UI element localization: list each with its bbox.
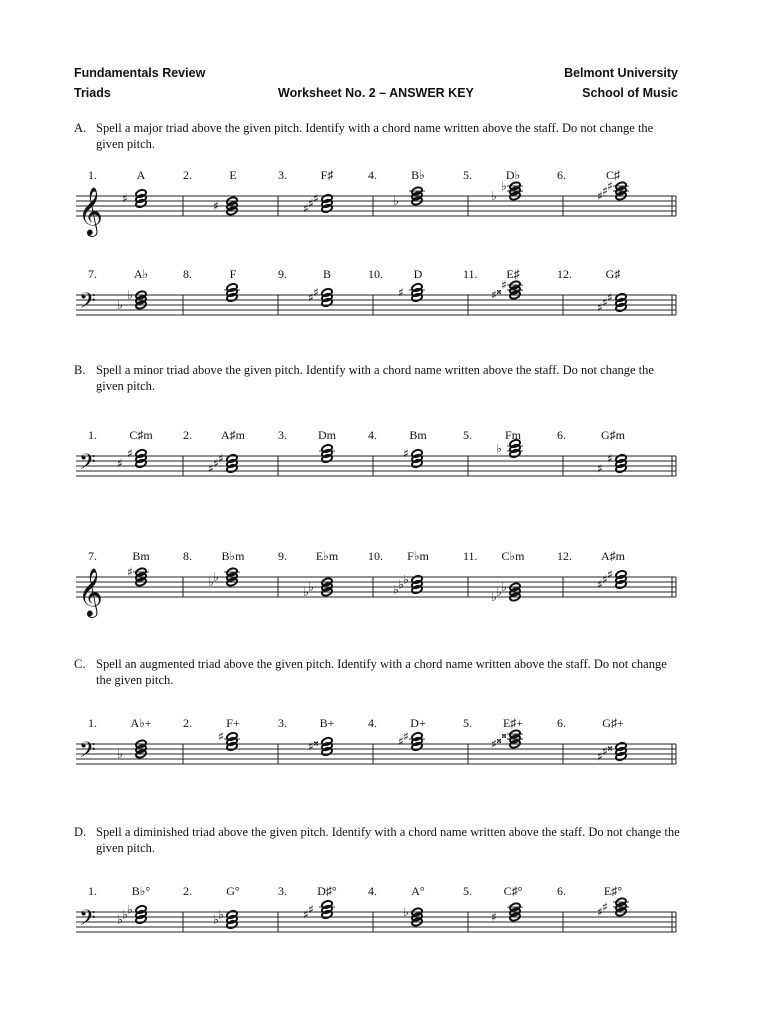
sharp-icon: ♯ (597, 905, 603, 919)
flat-icon: ♭ (403, 572, 409, 587)
triad-chord (491, 902, 523, 924)
chord-name: A♯m (221, 428, 245, 442)
sharp-icon: ♯ (213, 456, 219, 471)
triad-chord (117, 739, 147, 761)
sharp-icon: ♯ (308, 902, 314, 917)
triad-chord (303, 192, 333, 216)
flat-icon: ♭ (127, 902, 133, 917)
music-staff (0, 716, 768, 826)
chord-name: F+ (226, 716, 240, 730)
triad-chord (127, 565, 149, 587)
sharp-icon: ♯ (501, 278, 507, 292)
sharp-icon: ♯ (208, 461, 214, 476)
sharp-icon: ♯ (597, 189, 603, 203)
triad-chord (303, 900, 335, 922)
sharp-icon: ♯ (602, 184, 608, 198)
chord-name: A♭+ (130, 716, 152, 730)
school-name: School of Music (582, 86, 678, 100)
flat-icon: ♭ (496, 441, 502, 456)
section-a-instruction (74, 120, 684, 152)
double-sharp-icon: 𝄪 (313, 735, 319, 749)
sharp-icon: ♯ (607, 567, 613, 582)
sharp-icon: ♯ (122, 191, 128, 206)
exercise-number: 12. (557, 549, 572, 563)
triad-chord (597, 452, 627, 476)
triad-chord (319, 444, 335, 464)
chord-name: A (136, 168, 146, 182)
chord-name: A♭ (133, 267, 149, 281)
triad-chord (597, 179, 629, 203)
sharp-icon: ♯ (218, 729, 224, 744)
triad-chord (491, 179, 523, 203)
bass-clef-icon: 𝄢 (79, 738, 96, 768)
exercise-number: 12. (557, 267, 572, 281)
exercise-number: 8. (183, 267, 192, 281)
exercise-number: 7. (88, 267, 97, 281)
treble-clef-icon: 𝄞 (78, 186, 103, 235)
chord-name: G° (226, 884, 240, 898)
bass-clef-icon: 𝄢 (79, 450, 96, 480)
exercise-number: 7. (88, 549, 97, 563)
exercise-number: 8. (183, 549, 192, 563)
triad-chord (224, 283, 240, 303)
sharp-icon: ♯ (218, 451, 224, 466)
treble-clef-icon: 𝄞 (78, 567, 103, 616)
sharp-icon: ♯ (403, 729, 409, 744)
sharp-icon: ♯ (127, 446, 133, 461)
chord-name: E♭m (315, 549, 339, 563)
chord-name: B♭° (131, 884, 151, 898)
bass-clef-icon: 𝄢 (79, 906, 96, 936)
sharp-icon: ♯ (308, 196, 314, 211)
flat-icon: ♭ (208, 575, 214, 589)
triad-chord (308, 286, 333, 308)
exercise-number: 9. (278, 549, 287, 563)
chord-name: E♯° (603, 884, 623, 898)
exercise-number: 3. (278, 884, 287, 898)
flat-icon: ♭ (393, 582, 399, 597)
section-b-instruction (74, 362, 684, 394)
exercise-number: 5. (463, 716, 472, 730)
triad-chord (491, 728, 523, 751)
sharp-icon: ♯ (403, 446, 409, 461)
flat-icon: ♭ (303, 585, 309, 599)
section-letter: A. (74, 121, 87, 135)
chord-name: C♭m (501, 549, 525, 563)
exercise-number: 2. (183, 168, 192, 182)
triad-chord (393, 573, 423, 597)
triad-chord (403, 447, 423, 469)
double-sharp-icon: 𝄪 (496, 733, 502, 746)
triad-chord (117, 447, 147, 471)
triad-chord (208, 567, 240, 589)
sharp-icon: ♯ (607, 290, 613, 305)
chord-name: A° (411, 884, 425, 898)
sharp-icon: ♯ (491, 737, 497, 751)
chord-name: C♯m (129, 428, 153, 442)
sharp-icon: ♯ (607, 179, 613, 193)
staff-row-b1 (0, 428, 768, 538)
flat-icon: ♭ (117, 912, 123, 927)
sharp-icon: ♯ (597, 577, 603, 592)
exercise-number: 2. (183, 716, 192, 730)
exercise-number: 4. (368, 716, 377, 730)
triad-chord (393, 186, 425, 208)
sharp-icon: ♯ (597, 461, 603, 476)
chord-name: B (322, 267, 332, 281)
sharp-icon: ♯ (117, 456, 123, 471)
flat-icon: ♭ (308, 580, 314, 594)
exercise-number: 6. (557, 168, 566, 182)
chord-name: E♯ (506, 267, 520, 281)
section-letter: C. (74, 657, 86, 671)
flat-icon: ♭ (117, 298, 123, 312)
section-c-instruction (74, 656, 684, 688)
exercise-number: 9. (278, 267, 287, 281)
chord-name: G♯m (601, 428, 625, 442)
chord-name: F♯ (320, 168, 334, 182)
exercise-number: 2. (183, 884, 192, 898)
course-title: Fundamentals Review (74, 66, 206, 80)
sharp-icon: ♯ (602, 295, 608, 310)
sharp-icon: ♯ (308, 290, 314, 305)
exercise-number: 4. (368, 884, 377, 898)
flat-icon: ♭ (127, 288, 133, 302)
triad-chord (398, 283, 425, 303)
worksheet-title: Worksheet No. 2 – ANSWER KEY (278, 86, 474, 100)
sharp-icon: ♯ (213, 199, 219, 213)
sharp-icon: ♯ (607, 451, 613, 466)
flat-icon: ♭ (393, 194, 399, 208)
exercise-number: 3. (278, 428, 287, 442)
triad-chord (218, 730, 240, 752)
sharp-icon: ♯ (597, 749, 603, 764)
exercise-number: 1. (88, 884, 97, 898)
chord-name: D (413, 267, 423, 281)
chord-name: G♯+ (602, 716, 624, 730)
exercise-number: 1. (88, 168, 97, 182)
section-d-instruction (74, 824, 684, 856)
flat-icon: ♭ (403, 905, 409, 919)
topic-title: Triads (74, 86, 111, 100)
exercise-number: 6. (557, 884, 566, 898)
flat-icon: ♭ (501, 580, 507, 594)
sharp-icon: ♯ (398, 285, 404, 300)
chord-name: E (229, 168, 237, 182)
flat-icon: ♭ (398, 577, 404, 592)
staff-row-a1 (0, 168, 768, 278)
university-name: Belmont University (564, 66, 678, 80)
flat-icon: ♭ (213, 912, 219, 927)
exercise-number: 11. (463, 267, 478, 281)
chord-name: C♯ (605, 168, 621, 182)
exercise-number: 1. (88, 428, 97, 442)
sharp-icon: ♯ (303, 201, 309, 216)
chord-name: B♭m (221, 549, 245, 563)
sharp-icon: ♯ (491, 910, 497, 924)
double-sharp-icon: 𝄪 (496, 284, 502, 297)
music-staff (0, 168, 768, 278)
flat-icon: ♭ (117, 747, 123, 761)
chord-name: F (229, 267, 237, 281)
instruction-text: Spell a diminished triad above the given pitch. Identify with a chord name written above the staff. Do not change the given pitch. (96, 825, 680, 855)
exercise-number: 6. (557, 716, 566, 730)
triad-chord (122, 189, 147, 209)
sharp-icon: ♯ (313, 191, 319, 206)
exercise-number: 5. (463, 428, 472, 442)
exercise-number: 4. (368, 428, 377, 442)
chord-name: Bm (132, 549, 150, 563)
exercise-number: 4. (368, 168, 377, 182)
double-sharp-icon: 𝄪 (501, 728, 507, 741)
bass-clef-icon: 𝄢 (79, 289, 96, 319)
chord-name: D♯° (317, 884, 337, 898)
chord-name: E♯+ (502, 716, 524, 730)
instruction-text: Spell a minor triad above the given pitch. Identify with a chord name written above the staff. Do not change the given pitch. (96, 363, 654, 393)
sharp-icon: ♯ (491, 288, 497, 302)
exercise-number: 3. (278, 716, 287, 730)
triad-chord (597, 568, 627, 592)
sharp-icon: ♯ (313, 285, 319, 300)
chord-name: Bm (409, 428, 427, 442)
exercise-number: 10. (368, 267, 383, 281)
triad-chord (496, 439, 523, 459)
triad-chord (208, 452, 238, 476)
chord-name: C♯° (503, 884, 523, 898)
exercise-number: 11. (463, 549, 478, 563)
sharp-icon: ♯ (602, 900, 608, 914)
flat-icon: ♭ (218, 907, 224, 922)
flat-icon: ♭ (213, 570, 219, 584)
sharp-icon: ♯ (398, 734, 404, 749)
staff-row-b2 (0, 549, 768, 659)
triad-chord (308, 736, 333, 757)
chord-name: G♯ (605, 267, 621, 281)
chord-name: A♯m (601, 549, 625, 563)
music-staff (0, 884, 768, 994)
sharp-icon: ♯ (308, 739, 314, 754)
chord-name: D+ (410, 716, 426, 730)
chord-name: B♭ (411, 168, 425, 182)
flat-icon: ♭ (496, 585, 502, 599)
instruction-text: Spell an augmented triad above the given pitch. Identify with a chord name written above the staff. Do not change the given pitch. (96, 657, 667, 687)
music-staff (0, 267, 768, 377)
chord-name: F♭m (407, 549, 429, 563)
music-staff (0, 428, 768, 538)
triad-chord (117, 903, 147, 927)
music-staff (0, 549, 768, 659)
triad-chord (597, 291, 627, 315)
section-letter: B. (74, 363, 86, 377)
exercise-number: 3. (278, 168, 287, 182)
exercise-number: 10. (368, 549, 383, 563)
exercise-number: 5. (463, 168, 472, 182)
exercise-number: 1. (88, 716, 97, 730)
exercise-number: 6. (557, 428, 566, 442)
triad-chord (491, 278, 523, 302)
staff-row-d1 (0, 884, 768, 994)
staff-row-a2 (0, 267, 768, 377)
triad-chord (597, 897, 629, 919)
section-letter: D. (74, 825, 87, 839)
chord-name: Fm (504, 428, 522, 442)
sharp-icon: ♯ (597, 300, 603, 315)
chord-name: B+ (319, 716, 335, 730)
triad-chord (303, 577, 333, 599)
sharp-icon: ♯ (303, 907, 309, 922)
sharp-icon: ♯ (602, 744, 608, 759)
staff-row-c1 (0, 716, 768, 826)
flat-icon: ♭ (501, 179, 507, 193)
chord-name: Dm (318, 428, 336, 442)
chord-name: D♭ (505, 168, 521, 182)
triad-chord (403, 905, 423, 927)
sharp-icon: ♯ (602, 572, 608, 587)
double-sharp-icon: 𝄪 (607, 740, 613, 754)
sharp-icon: ♯ (127, 565, 133, 579)
triad-chord (398, 730, 425, 752)
instruction-text: Spell a major triad above the given pitch. Identify with a chord name written above the staff. Do not change the given pitch. (96, 121, 654, 151)
exercise-number: 5. (463, 884, 472, 898)
flat-icon: ♭ (491, 189, 497, 203)
exercise-number: 2. (183, 428, 192, 442)
flat-icon: ♭ (491, 590, 497, 604)
flat-icon: ♭ (122, 907, 128, 922)
triad-chord (213, 908, 238, 930)
